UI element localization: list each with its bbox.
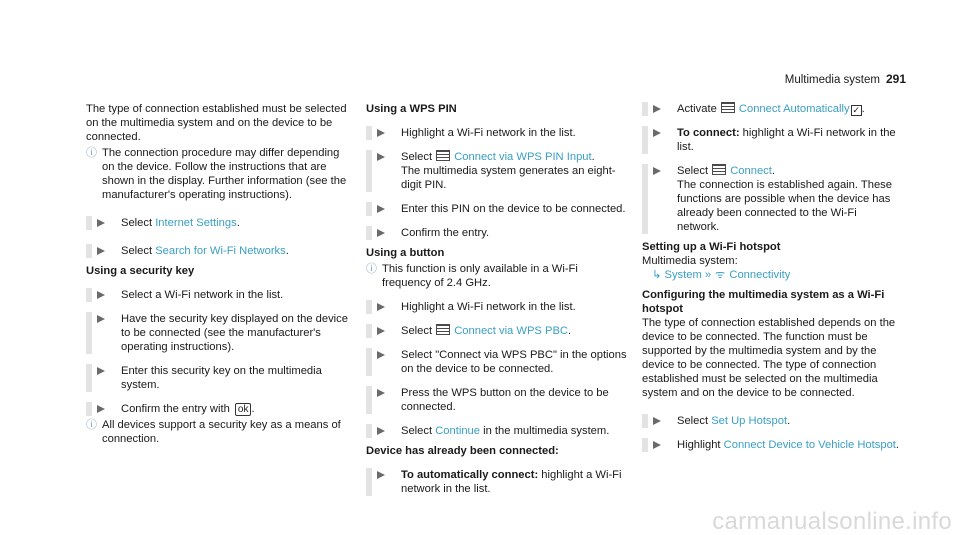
- step-arrow-icon: [377, 229, 385, 237]
- step-wps-pbc: Select Connect via WPS PBC.: [366, 324, 628, 338]
- menu-icon: [712, 164, 726, 175]
- step-arrow-icon: [97, 367, 105, 375]
- link-set-up-hotspot[interactable]: Set Up Hotspot: [711, 415, 788, 427]
- step-arrow-icon: [377, 129, 385, 137]
- step-press-wps-button: Press the WPS button on the device to be connected.: [366, 386, 628, 414]
- step-display-key: Have the security key displayed on the device to be connected (see the manufacturer's operating instructions).: [86, 312, 354, 354]
- info-icon: ⓘ: [366, 263, 377, 275]
- step-enter-key: Enter this security key on the multimedia system.: [86, 364, 354, 392]
- path-arrow-icon: ↳: [652, 269, 662, 281]
- step-arrow-icon: [377, 303, 385, 311]
- step-select-connect: Select Connect. The connection is established again. These functions are possible when the device has already been connected to the Wi-Fi network.: [642, 164, 900, 234]
- heading-configure-hotspot: Configuring the multimedia system as a Wi-Fi hotspot: [642, 289, 885, 315]
- step-arrow-icon: [653, 105, 661, 113]
- column-3: [642, 102, 900, 452]
- step-arrow-icon: [97, 291, 105, 299]
- note-all-devices: ⓘ All devices support a security key as a means of connection.: [86, 419, 341, 445]
- info-icon: ⓘ: [86, 419, 97, 431]
- double-chevron-icon: »: [704, 269, 712, 281]
- link-system[interactable]: System: [664, 269, 702, 281]
- heading-using-button: Using a button: [366, 247, 445, 259]
- step-arrow-icon: [377, 327, 385, 335]
- column-1: [86, 102, 354, 446]
- step-arrow-icon: [377, 427, 385, 435]
- link-search-wifi-networks[interactable]: Search for Wi-Fi Networks: [155, 245, 286, 257]
- step-wps-pin-input: Select Connect via WPS PIN Input. The multimedia system generates an eight-digit PIN.: [366, 150, 628, 192]
- link-connect[interactable]: Connect: [730, 165, 772, 177]
- note-connection-procedure: ⓘ The connection procedure may differ depending on the device. Follow the instructions that are shown in the display. Further information (see the manufacturer's operating instructions).: [86, 147, 347, 201]
- step-confirm: Confirm the entry.: [366, 226, 628, 240]
- watermark: carmanualsonline.info: [712, 508, 952, 535]
- path-label: Multimedia system:: [642, 255, 738, 267]
- wifi-icon: ᯤ: [715, 269, 726, 281]
- page-header: [785, 72, 906, 87]
- note-frequency: ⓘ This function is only available in a Wi-Fi frequency of 2.4 GHz.: [366, 263, 578, 289]
- step-arrow-icon: [97, 219, 105, 227]
- step-highlight-network-2: Highlight a Wi-Fi network in the list.: [366, 300, 628, 314]
- page-number: 291: [885, 72, 906, 86]
- header-title: Multimedia system: [784, 74, 880, 86]
- step-to-connect: To connect: highlight a Wi-Fi network in the list.: [642, 126, 900, 154]
- step-arrow-icon: [377, 205, 385, 213]
- step-set-up-hotspot: Select Set Up Hotspot.: [642, 414, 900, 428]
- step-arrow-icon: [653, 417, 661, 425]
- step-device-wps-option: Select "Connect via WPS PBC" in the options on the device to be connected.: [366, 348, 628, 376]
- hotspot-description: The type of connection established depends on the device to be connected. The function must be supported by the multimedia system and by the device to be connected. The type of connection established must be selected on the multimedia system and on the device to be connected.: [642, 317, 896, 399]
- step-arrow-icon: [377, 351, 385, 359]
- step-arrow-icon: [377, 471, 385, 479]
- step-confirm-entry: Confirm the entry with ok .: [86, 402, 354, 416]
- link-connectivity[interactable]: Connectivity: [729, 269, 791, 281]
- intro-paragraph: The type of connection established must be selected on the multimedia system and on the device to be connected.: [86, 103, 347, 143]
- menu-icon: [436, 150, 450, 161]
- heading-already-connected: Device has already been connected:: [366, 445, 559, 457]
- step-select-network: Select a Wi-Fi network in the list.: [86, 288, 354, 302]
- step-arrow-icon: [377, 153, 385, 161]
- link-connect-automatically[interactable]: Connect Automatically: [738, 103, 850, 115]
- ok-icon: ok: [235, 403, 252, 416]
- step-arrow-icon: [653, 441, 661, 449]
- info-icon: ⓘ: [86, 147, 97, 159]
- menu-icon: [721, 102, 735, 113]
- checkbox-checked-icon: ✓: [852, 105, 860, 115]
- link-wps-pbc[interactable]: Connect via WPS PBC: [454, 325, 568, 337]
- menu-path: [642, 268, 900, 282]
- link-wps-pin-input[interactable]: Connect via WPS PIN Input: [454, 151, 592, 163]
- step-activate-auto-connect: Activate Connect Automatically ✓ .: [642, 102, 900, 116]
- step-arrow-icon: [97, 315, 105, 323]
- step-highlight-network: Highlight a Wi-Fi network in the list.: [366, 126, 628, 140]
- column-2: [366, 102, 628, 496]
- heading-hotspot-setup: Setting up a Wi-Fi hotspot: [642, 241, 781, 253]
- step-select-internet-settings: Select Internet Settings.: [86, 216, 354, 230]
- heading-wps-pin: Using a WPS PIN: [366, 103, 457, 115]
- step-arrow-icon: [97, 247, 105, 255]
- step-auto-connect: To automatically connect: highlight a Wi-Fi network in the list.: [366, 468, 628, 496]
- step-continue: Select Continue in the multimedia system.: [366, 424, 628, 438]
- link-connect-device-hotspot[interactable]: Connect Device to Vehicle Hotspot: [723, 439, 896, 451]
- link-internet-settings[interactable]: Internet Settings: [155, 217, 237, 229]
- link-continue[interactable]: Continue: [435, 425, 480, 437]
- step-arrow-icon: [653, 129, 661, 137]
- heading-security-key: Using a security key: [86, 265, 195, 277]
- step-search-networks: Select Search for Wi-Fi Networks.: [86, 244, 354, 258]
- step-arrow-icon: [377, 389, 385, 397]
- menu-icon: [436, 324, 450, 335]
- step-enter-pin: Enter this PIN on the device to be connected.: [366, 202, 628, 216]
- step-arrow-icon: [653, 167, 661, 175]
- step-arrow-icon: [97, 405, 105, 413]
- step-highlight-hotspot: Highlight Connect Device to Vehicle Hotspot.: [642, 438, 900, 452]
